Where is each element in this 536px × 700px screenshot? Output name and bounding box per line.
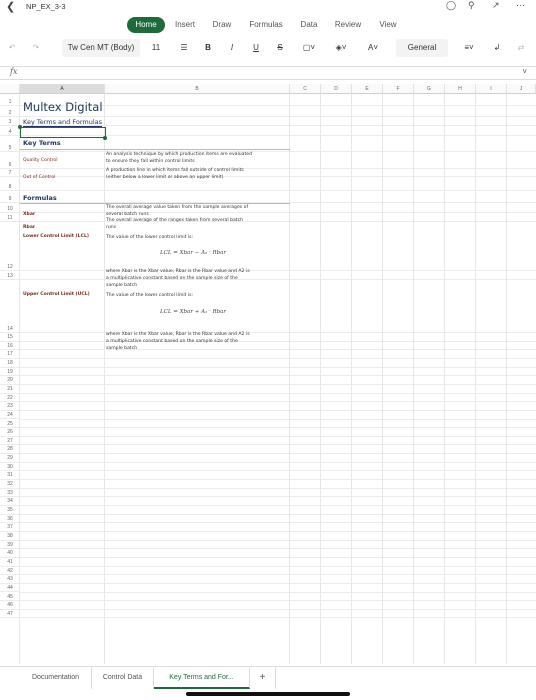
row-header[interactable]: 31 — [0, 471, 20, 480]
ucl-formula[interactable]: LCL = Xbar + A₂ · Rbar — [160, 309, 227, 315]
formatting-toolbar — [0, 39, 536, 57]
row-header[interactable]: 39 — [0, 541, 20, 550]
desc-line: several batch runs — [106, 212, 149, 217]
sheet-tab-key-terms[interactable]: Key Terms and For... — [154, 667, 250, 689]
desc-line: to ensure they fall within control limits — [106, 159, 195, 164]
add-sheet-button[interactable]: + — [250, 667, 276, 689]
row-gridline — [20, 419, 536, 420]
row-header[interactable]: 6 — [0, 152, 20, 169]
row-gridline — [20, 168, 536, 169]
row-header[interactable]: 20 — [0, 376, 20, 385]
row-header[interactable]: 44 — [0, 584, 20, 593]
column-header-i[interactable]: I — [476, 84, 507, 94]
formula-bar[interactable] — [0, 66, 536, 80]
desc-line: The overall average of the ranges taken from several batch — [106, 218, 244, 223]
lcl-intro[interactable]: The value of the lower control limit is: — [106, 235, 194, 240]
row-gridline — [20, 212, 536, 213]
row-header[interactable]: 47 — [0, 610, 20, 619]
column-gridline — [475, 94, 476, 664]
chevron-down-icon[interactable]: ˅ — [522, 67, 527, 76]
row-header[interactable]: 8 — [0, 177, 20, 191]
column-gridline — [104, 94, 105, 664]
row-gridline — [20, 462, 536, 463]
desc-line: where Xbar is the Xbar value, Rbar is the Rbar value and A2 is — [106, 269, 250, 274]
tab-view[interactable]: View — [379, 20, 397, 29]
back-chevron-icon[interactable]: ❮ — [6, 1, 16, 13]
desc-line: The overall average value taken from the sample averages of — [106, 205, 249, 210]
term-quality-control[interactable]: Quality Control — [23, 158, 58, 163]
tab-home[interactable]: Home — [127, 17, 165, 33]
term-out-of-control[interactable]: Out of Control — [23, 175, 56, 180]
ucl-where-description[interactable] — [106, 331, 250, 352]
tab-data[interactable]: Data — [300, 20, 318, 29]
row-header[interactable]: 36 — [0, 515, 20, 524]
row-gridline — [20, 176, 536, 177]
column-gridline — [289, 94, 290, 664]
row-gridline — [20, 444, 536, 445]
row-header[interactable]: 42 — [0, 567, 20, 576]
desc-line: where Xbar is the Xbar value, Rbar is the Rbar value and A2 is — [106, 332, 250, 337]
sheet-tab-documentation[interactable]: Documentation — [20, 667, 92, 689]
column-gridline — [444, 94, 445, 664]
term-xbar[interactable]: Xbar — [23, 212, 36, 217]
row-header[interactable]: 25 — [0, 420, 20, 429]
column-header-a[interactable]: A — [20, 84, 105, 94]
column-header-j[interactable]: J — [507, 84, 536, 94]
row-header[interactable]: 21 — [0, 385, 20, 394]
search-icon[interactable]: ⚲ — [468, 0, 475, 10]
desc-line: (either below a lower limit or above an upper limit) — [106, 175, 224, 180]
row-gridline — [20, 548, 536, 549]
out-of-control-description[interactable] — [106, 167, 244, 181]
row-header[interactable]: 28 — [0, 445, 20, 454]
row-header[interactable]: 41 — [0, 558, 20, 567]
row-gridline — [20, 279, 536, 280]
desc-line: a multiplicative constant based on the sample size of the — [106, 276, 238, 281]
home-indicator — [186, 692, 350, 696]
term-rbar[interactable]: Rbar — [23, 225, 36, 230]
selection-handle[interactable] — [18, 125, 22, 129]
section-key-terms[interactable]: Key Terms — [23, 139, 61, 147]
row-header[interactable]: 12 — [0, 222, 20, 271]
column-header-g[interactable]: G — [414, 84, 445, 94]
row-gridline — [20, 617, 536, 618]
tab-review[interactable]: Review — [334, 20, 362, 29]
desc-line: A production line in which items fall outside of control limits — [106, 168, 244, 173]
row-gridline — [20, 453, 536, 454]
row-gridline — [20, 592, 536, 593]
row-header[interactable]: 43 — [0, 575, 20, 584]
row-header[interactable]: 9 — [0, 191, 20, 203]
row-header[interactable]: 16 — [0, 342, 20, 351]
align-icon[interactable]: ≡˅ — [464, 43, 474, 52]
row-gridline — [20, 540, 536, 541]
row-gridline — [20, 427, 536, 428]
row-header[interactable]: 14 — [0, 280, 20, 333]
row-header[interactable]: 23 — [0, 402, 20, 411]
lightbulb-icon[interactable]: ◯ — [446, 0, 457, 10]
row-header[interactable]: 27 — [0, 437, 20, 446]
sheet-tab-control-data[interactable]: Control Data — [92, 667, 154, 689]
italic-button[interactable]: I — [230, 43, 234, 52]
column-header-c[interactable]: C — [290, 84, 321, 94]
column-header-f[interactable]: F — [383, 84, 414, 94]
term-lcl[interactable]: Lower Control Limit (LCL) — [23, 234, 89, 239]
xbar-description[interactable] — [106, 204, 248, 218]
font-color-icon[interactable]: A˅ — [367, 43, 378, 52]
row-header[interactable]: 45 — [0, 593, 20, 602]
row-gridline — [20, 436, 536, 437]
font-size-select[interactable]: 11 — [151, 43, 161, 52]
row-gridline — [20, 401, 536, 402]
document-title[interactable]: NP_EX_3-3 — [26, 2, 66, 11]
column-gridline — [351, 94, 352, 664]
row-gridline — [20, 270, 536, 271]
redo-icon[interactable]: ↷ — [32, 43, 40, 52]
row-header[interactable]: 29 — [0, 454, 20, 463]
row-gridline — [20, 557, 536, 558]
row-gridline — [20, 349, 536, 350]
row-gridline — [20, 384, 536, 385]
strikethrough-button[interactable]: S — [277, 43, 283, 52]
row-header[interactable]: 32 — [0, 480, 20, 489]
bold-button[interactable]: B — [205, 43, 211, 52]
row-gridline — [20, 574, 536, 575]
column-header-h[interactable]: H — [445, 84, 476, 94]
fill-color-icon[interactable]: ◈˅ — [335, 43, 347, 52]
row-gridline — [20, 514, 536, 515]
row-header[interactable]: 19 — [0, 368, 20, 377]
undo-icon[interactable]: ↶ — [8, 43, 16, 52]
tab-formulas[interactable]: Formulas — [249, 20, 283, 29]
tab-insert[interactable]: Insert — [174, 20, 195, 29]
row-header[interactable]: 13 — [0, 271, 20, 280]
ribbon-tabs — [0, 17, 536, 33]
row-header[interactable]: 40 — [0, 549, 20, 558]
row-gridline — [20, 470, 536, 471]
row-header[interactable]: 4 — [0, 126, 20, 136]
column-gridline — [413, 94, 414, 664]
fx-icon: fx — [10, 67, 18, 76]
wrap-text-icon[interactable]: ↲ — [493, 43, 501, 52]
row-gridline — [20, 600, 536, 601]
row-gridline — [20, 151, 536, 152]
sheet-title[interactable]: Multex Digital — [23, 100, 103, 114]
row-header[interactable]: 26 — [0, 428, 20, 437]
spreadsheet-grid[interactable] — [0, 84, 536, 664]
row-header[interactable]: 2 — [0, 106, 20, 117]
row-header[interactable]: 7 — [0, 169, 20, 177]
row-header[interactable]: 46 — [0, 601, 20, 610]
row-header[interactable]: 15 — [0, 333, 20, 342]
row-gridline — [20, 410, 536, 411]
sheet-tab-bar — [0, 666, 536, 688]
row-header[interactable]: 37 — [0, 523, 20, 532]
selected-cell-a3[interactable] — [20, 127, 106, 138]
row-gridline — [20, 375, 536, 376]
underline-button[interactable]: U — [253, 43, 259, 52]
column-header-d[interactable]: D — [321, 84, 352, 94]
desc-line: runs — [106, 225, 117, 230]
title-bar — [0, 0, 536, 14]
row-header[interactable]: 38 — [0, 532, 20, 541]
more-options-icon[interactable]: ⋯ — [516, 0, 525, 10]
lcl-where-description[interactable] — [106, 268, 250, 289]
row-header[interactable]: 5 — [0, 136, 20, 152]
row-header[interactable]: 1 — [0, 94, 20, 106]
row-header[interactable]: 24 — [0, 411, 20, 420]
row-gridline — [20, 531, 536, 532]
term-ucl[interactable]: Upper Control Limit (UCL) — [23, 292, 90, 297]
row-gridline — [20, 522, 536, 523]
row-gridline — [20, 221, 536, 222]
lcl-formula[interactable]: LCL = Xbar − A₂ · Rbar — [160, 250, 227, 256]
row-gridline — [20, 367, 536, 368]
column-header-e[interactable]: E — [352, 84, 383, 94]
quality-control-description[interactable] — [106, 151, 252, 165]
desc-line: sample batch — [106, 283, 138, 288]
tab-draw[interactable]: Draw — [212, 20, 232, 29]
column-gridline — [506, 94, 507, 664]
row-gridline — [20, 566, 536, 567]
column-gridline — [382, 94, 383, 664]
desc-line: a multiplicative constant based on the sample size of the — [106, 339, 238, 344]
row-gridline — [20, 393, 536, 394]
row-header[interactable]: 17 — [0, 350, 20, 359]
merge-icon[interactable]: ⇄ — [517, 43, 525, 52]
row-gridline — [20, 116, 536, 117]
number-format-select[interactable]: General — [396, 39, 448, 57]
desc-line: An analysis technique by which production items are evaluated — [106, 152, 253, 157]
row-header[interactable]: 35 — [0, 506, 20, 515]
section-divider — [20, 149, 290, 150]
section-formulas[interactable]: Formulas — [23, 194, 57, 202]
column-gridline — [320, 94, 321, 664]
desc-line: sample batch — [106, 346, 138, 351]
row-header[interactable]: 33 — [0, 489, 20, 498]
row-gridline — [20, 332, 536, 333]
sheet-subtitle[interactable]: Key Terms and Formulas — [23, 118, 103, 126]
selection-handle[interactable] — [103, 136, 107, 140]
row-header[interactable]: 22 — [0, 394, 20, 403]
format-painter-icon[interactable]: ☰ — [180, 43, 188, 52]
row-gridline — [20, 479, 536, 480]
borders-icon[interactable]: ▢˅ — [302, 43, 316, 52]
ucl-intro[interactable]: The value of the lower control limit is: — [106, 293, 194, 298]
row-gridline — [20, 609, 536, 610]
row-header[interactable]: 30 — [0, 463, 20, 472]
row-gridline — [20, 496, 536, 497]
rbar-description[interactable] — [106, 217, 243, 231]
row-header[interactable]: 3 — [0, 117, 20, 126]
column-gridline — [19, 94, 20, 664]
row-gridline — [20, 341, 536, 342]
select-all-corner[interactable] — [0, 84, 20, 94]
font-name-select[interactable]: Tw Cen MT (Body) — [62, 39, 140, 57]
row-header[interactable]: 11 — [0, 213, 20, 222]
column-header-b[interactable]: B — [105, 84, 290, 94]
row-gridline — [20, 583, 536, 584]
share-icon[interactable]: ↗ — [492, 0, 500, 10]
row-header[interactable]: 10 — [0, 203, 20, 213]
row-header[interactable]: 18 — [0, 359, 20, 368]
row-gridline — [20, 358, 536, 359]
row-gridline — [20, 505, 536, 506]
row-header[interactable]: 34 — [0, 497, 20, 506]
row-gridline — [20, 488, 536, 489]
row-gridline — [20, 190, 536, 191]
